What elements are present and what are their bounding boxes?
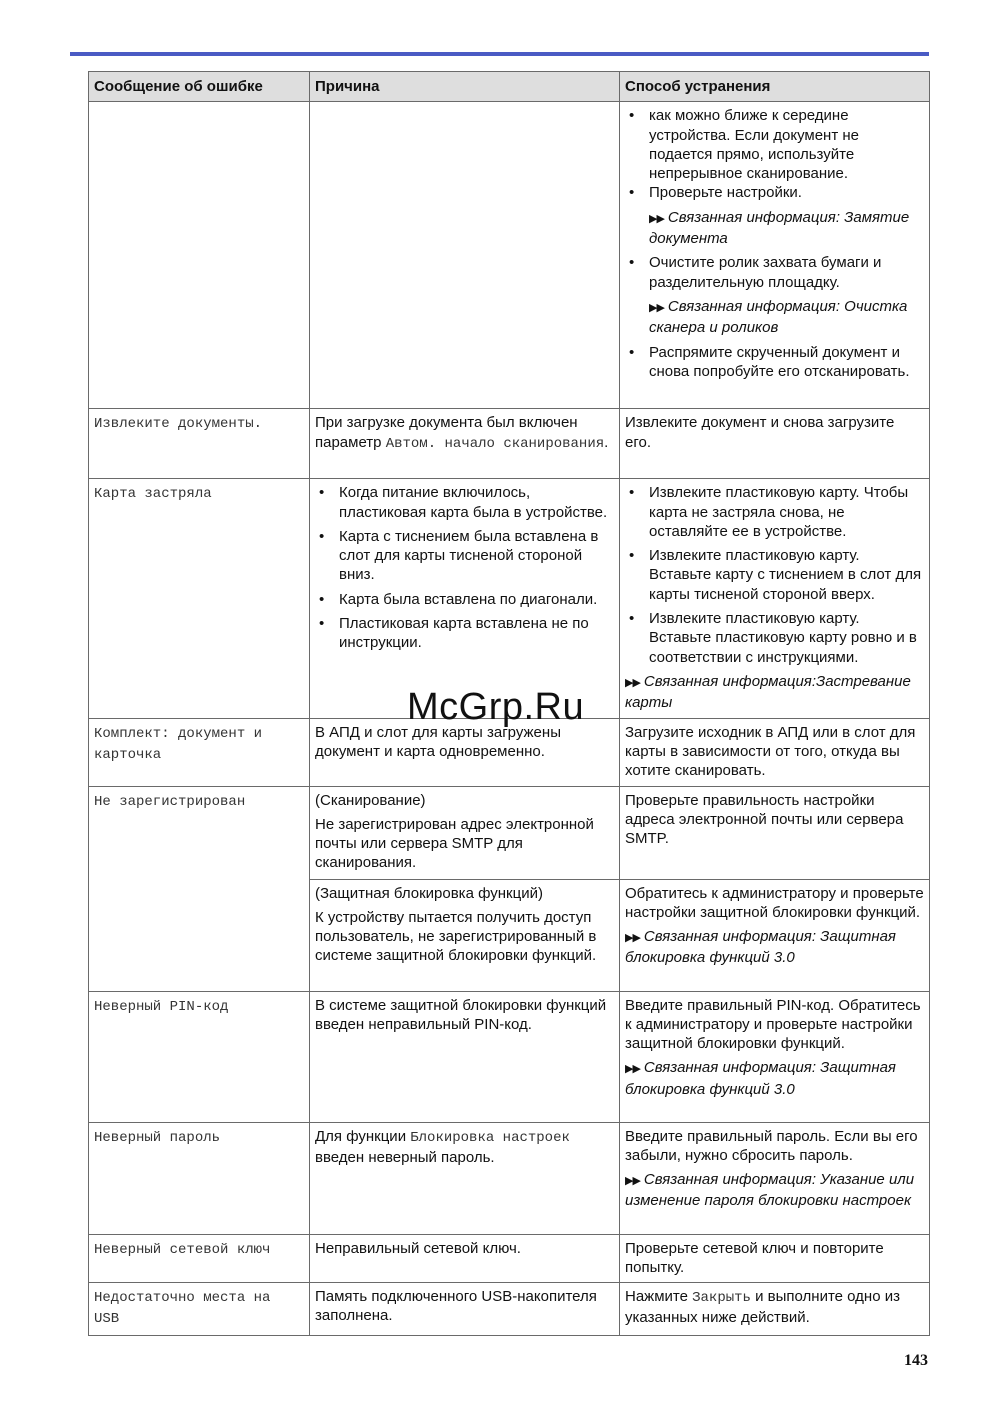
- solution-cell: Нажмите Закрыть и выполните одно из указанных ниже действий.: [620, 1283, 930, 1336]
- related-info[interactable]: ▶▶ Связанная информация:Застревание карты: [625, 672, 911, 712]
- cause-cell: [310, 479, 620, 718]
- cause-cell: (Защитная блокировка функций) К устройству пытается получить доступ пользователь, не зарегистрированный в системе защитной блокировки функций.: [310, 879, 620, 991]
- error-message-cell: [89, 102, 310, 409]
- list-item: • как можно ближе к середине устройства. Если документ не подается прямо, используйте непрерывное сканирование.: [625, 106, 924, 183]
- table-header-row: [89, 72, 930, 102]
- double-arrow-icon: ▶▶: [625, 932, 640, 945]
- related-info[interactable]: ▶▶ Связанная информация: Указание или изменение пароля блокировки настроек: [625, 1171, 915, 1210]
- double-arrow-icon: ▶▶: [649, 212, 664, 225]
- solution-cell: Введите правильный пароль. Если вы его забыли, нужно сбросить пароль. ▶▶ Связанная информация: Указание или изменение пароля блокировки настроек: [620, 1122, 930, 1234]
- solution-cell: Проверьте сетевой ключ и повторите попытку.: [620, 1234, 930, 1283]
- cause-cell: При загрузке документа был включен параметр Автом. начало сканирования.: [310, 409, 620, 479]
- table-row: [89, 1122, 930, 1234]
- cause-cell: (Сканирование) Не зарегистрирован адрес электронной почты или сервера SMTP для сканирования.: [310, 786, 620, 879]
- solution-cell: Загрузите исходник в АПД или в слот для карты в зависимости от того, откуда вы хотите сканировать.: [620, 718, 930, 786]
- list-item: • Карта была вставлена по диагонали.: [315, 590, 614, 609]
- double-arrow-icon: ▶▶: [625, 676, 640, 689]
- header-solution: Способ устранения: [620, 72, 930, 102]
- header-error-message: Сообщение об ошибке: [89, 72, 310, 102]
- error-message-cell: Не зарегистрирован: [89, 786, 310, 991]
- error-message-cell: Неверный пароль: [89, 1122, 310, 1234]
- table-row: [89, 102, 930, 409]
- related-link[interactable]: Застревание карты: [625, 672, 911, 712]
- cause-cell: [310, 102, 620, 409]
- list-item: • Распрямите скрученный документ и снова попробуйте его отсканировать.: [625, 343, 924, 382]
- error-message-cell: Карта застряла: [89, 479, 310, 718]
- double-arrow-icon: ▶▶: [625, 1175, 640, 1188]
- related-info[interactable]: ▶▶ Связанная информация: Очистка сканера и роликов: [649, 297, 908, 337]
- related-link[interactable]: Защитная блокировка функций 3.0: [625, 928, 896, 967]
- solution-cell: Введите правильный PIN-код. Обратитесь к администратору и проверьте настройки защитной блокировки функций. ▶▶ Связанная информация: Защитная блокировка функций 3.0: [620, 991, 930, 1122]
- table-row: [89, 1283, 930, 1336]
- double-arrow-icon: ▶▶: [649, 301, 664, 314]
- table-row: [89, 991, 930, 1122]
- cause-cell: В АПД и слот для карты загружены документ и карта одновременно.: [310, 718, 620, 786]
- related-info[interactable]: ▶▶ Связанная информация: Защитная блокировка функций 3.0: [625, 1059, 896, 1098]
- cause-cell: В системе защитной блокировки функций введен неправильный PIN-код.: [310, 991, 620, 1122]
- error-message-cell: Неверный сетевой ключ: [89, 1234, 310, 1283]
- double-arrow-icon: ▶▶: [625, 1063, 640, 1076]
- list-item: • Извлеките пластиковую карту. Чтобы карта не застряла снова, не оставляйте ее в устройстве.: [625, 483, 924, 541]
- error-message-cell: Извлеките документы.: [89, 409, 310, 479]
- top-rule: [70, 52, 929, 56]
- error-message-cell: Недостаточно места на USB: [89, 1283, 310, 1336]
- list-item: • Карта с тиснением была вставлена в слот для карты тисненой стороной вниз.: [315, 527, 614, 585]
- error-message-cell: Комплект: документ и карточка: [89, 718, 310, 786]
- page-number: 143: [904, 1352, 928, 1369]
- list-item: • Извлеките пластиковую карту. Вставьте карту с тиснением в слот для карты тисненой стороной вверх.: [625, 546, 924, 604]
- table-row: [89, 1234, 930, 1283]
- related-link[interactable]: Замятие документа: [649, 208, 910, 248]
- list-item: • Когда питание включилось, пластиковая карта была в устройстве.: [315, 483, 614, 522]
- solution-cell: [620, 479, 930, 718]
- cause-cell: Память подключенного USB-накопителя заполнена.: [310, 1283, 620, 1336]
- list-item: • Очистите ролик захвата бумаги и разделительную площадку.: [625, 253, 924, 292]
- related-link[interactable]: Указание или изменение пароля блокировки настроек: [625, 1171, 915, 1210]
- list-item: • Извлеките пластиковую карту. Вставьте пластиковую карту ровно и в соответствии с инструкциями.: [625, 609, 924, 667]
- cause-cell: Неправильный сетевой ключ.: [310, 1234, 620, 1283]
- solution-cell: Извлеките документ и снова загрузите его.: [620, 409, 930, 479]
- solution-cell: Проверьте правильность настройки адреса электронной почты или сервера SMTP.: [620, 786, 930, 879]
- table-row: [89, 786, 930, 879]
- watermark: McGrp.Ru: [407, 686, 585, 728]
- table-row: [89, 409, 930, 479]
- header-cause: Причина: [310, 72, 620, 102]
- solution-cell: Обратитесь к администратору и проверьте настройки защитной блокировки функций. ▶▶ Связанная информация: Защитная блокировка функций 3.0: [620, 879, 930, 991]
- error-message-cell: Неверный PIN-код: [89, 991, 310, 1122]
- related-link[interactable]: Защитная блокировка функций 3.0: [625, 1059, 896, 1098]
- related-info[interactable]: ▶▶ Связанная информация: Защитная блокировка функций 3.0: [625, 928, 896, 967]
- solution-cell: [620, 102, 930, 409]
- table-row: [89, 479, 930, 718]
- related-info[interactable]: ▶▶ Связанная информация: Замятие документа: [649, 208, 910, 248]
- cause-cell: Для функции Блокировка настроек введен неверный пароль.: [310, 1122, 620, 1234]
- list-item: • Пластиковая карта вставлена не по инструкции.: [315, 614, 614, 653]
- list-item: • Проверьте настройки.: [625, 183, 924, 202]
- related-link[interactable]: Очистка сканера и роликов: [649, 297, 908, 337]
